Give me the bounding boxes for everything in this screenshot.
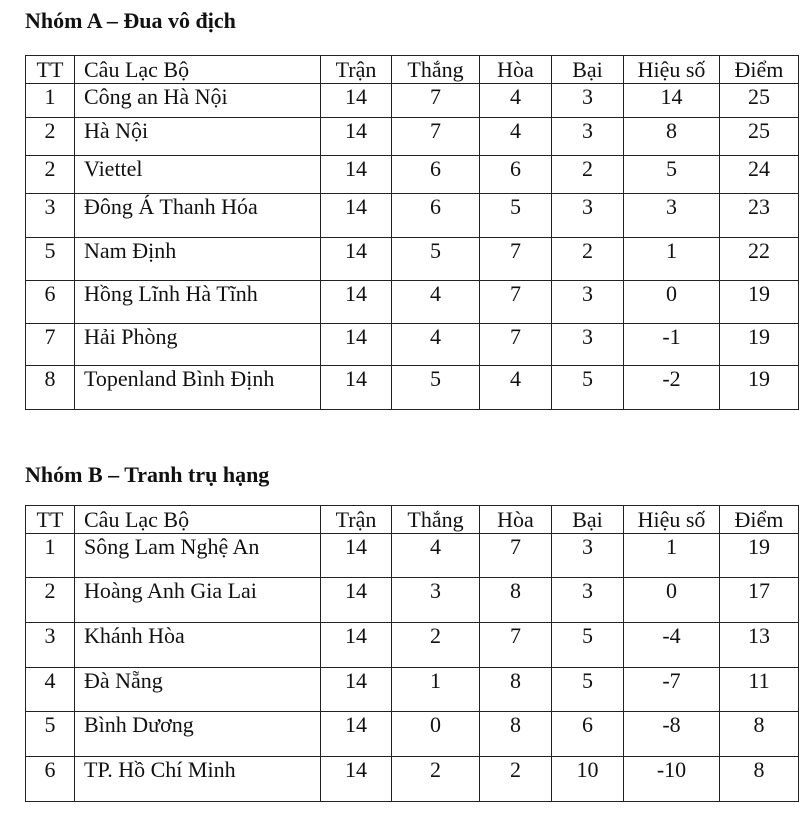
cell-played: 14 <box>321 578 392 623</box>
cell-lost: 3 <box>552 534 624 578</box>
group-a-table <box>25 55 799 410</box>
cell-goal-diff: -10 <box>624 757 720 802</box>
cell-tt: 4 <box>26 668 75 712</box>
table-row <box>26 712 799 757</box>
cell-played: 14 <box>321 238 392 281</box>
cell-club: Đà Nẵng <box>75 668 321 712</box>
cell-tt: 5 <box>26 712 75 757</box>
cell-tt: 2 <box>26 156 75 194</box>
cell-lost: 3 <box>552 578 624 623</box>
cell-played: 14 <box>321 84 392 118</box>
cell-goal-diff: -1 <box>624 324 720 366</box>
header-points: Điểm <box>720 56 799 84</box>
cell-won: 5 <box>392 366 480 410</box>
cell-lost: 2 <box>552 238 624 281</box>
cell-drawn: 5 <box>480 194 552 238</box>
header-drawn: Hòa <box>480 56 552 84</box>
cell-goal-diff: 5 <box>624 156 720 194</box>
cell-won: 4 <box>392 324 480 366</box>
cell-tt: 2 <box>26 118 75 156</box>
table-row <box>26 194 799 238</box>
cell-drawn: 7 <box>480 324 552 366</box>
cell-goal-diff: 0 <box>624 578 720 623</box>
cell-won: 4 <box>392 534 480 578</box>
cell-points: 8 <box>720 712 799 757</box>
cell-drawn: 8 <box>480 578 552 623</box>
cell-goal-diff: -7 <box>624 668 720 712</box>
table-row <box>26 578 799 623</box>
cell-tt: 3 <box>26 623 75 668</box>
cell-drawn: 2 <box>480 757 552 802</box>
cell-played: 14 <box>321 156 392 194</box>
cell-lost: 5 <box>552 623 624 668</box>
header-points: Điểm <box>720 506 799 534</box>
cell-drawn: 4 <box>480 118 552 156</box>
cell-won: 7 <box>392 118 480 156</box>
cell-goal-diff: 1 <box>624 238 720 281</box>
cell-points: 19 <box>720 534 799 578</box>
cell-goal-diff: 1 <box>624 534 720 578</box>
cell-played: 14 <box>321 757 392 802</box>
header-played: Trận <box>321 506 392 534</box>
cell-club: Nam Định <box>75 238 321 281</box>
cell-club: Sông Lam Nghệ An <box>75 534 321 578</box>
cell-played: 14 <box>321 534 392 578</box>
cell-lost: 6 <box>552 712 624 757</box>
cell-tt: 3 <box>26 194 75 238</box>
cell-points: 17 <box>720 578 799 623</box>
cell-points: 24 <box>720 156 799 194</box>
cell-tt: 8 <box>26 366 75 410</box>
cell-points: 13 <box>720 623 799 668</box>
cell-tt: 1 <box>26 84 75 118</box>
cell-lost: 3 <box>552 324 624 366</box>
table-row <box>26 623 799 668</box>
cell-points: 22 <box>720 238 799 281</box>
header-played: Trận <box>321 56 392 84</box>
cell-tt: 6 <box>26 281 75 324</box>
cell-drawn: 8 <box>480 668 552 712</box>
cell-lost: 3 <box>552 194 624 238</box>
header-goal-diff: Hiệu số <box>624 56 720 84</box>
table-row <box>26 534 799 578</box>
cell-goal-diff: 8 <box>624 118 720 156</box>
table-row <box>26 668 799 712</box>
cell-points: 19 <box>720 366 799 410</box>
cell-club: Hoàng Anh Gia Lai <box>75 578 321 623</box>
table-row <box>26 84 799 118</box>
group-b-title: Nhóm B – Tranh trụ hạng <box>25 462 270 487</box>
cell-goal-diff: -4 <box>624 623 720 668</box>
cell-played: 14 <box>321 194 392 238</box>
cell-lost: 5 <box>552 366 624 410</box>
cell-points: 25 <box>720 118 799 156</box>
cell-club: Công an Hà Nội <box>75 84 321 118</box>
group-b-table <box>25 505 799 802</box>
cell-drawn: 7 <box>480 534 552 578</box>
cell-lost: 5 <box>552 668 624 712</box>
cell-lost: 3 <box>552 281 624 324</box>
header-row <box>26 506 799 534</box>
cell-lost: 3 <box>552 84 624 118</box>
cell-won: 6 <box>392 156 480 194</box>
header-won: Thắng <box>392 56 480 84</box>
group-a-title: Nhóm A – Đua vô địch <box>25 8 236 33</box>
header-drawn: Hòa <box>480 506 552 534</box>
cell-club: Hồng Lĩnh Hà Tĩnh <box>75 281 321 324</box>
header-lost: Bại <box>552 506 624 534</box>
cell-played: 14 <box>321 712 392 757</box>
cell-points: 8 <box>720 757 799 802</box>
cell-club: Đông Á Thanh Hóa <box>75 194 321 238</box>
cell-lost: 3 <box>552 118 624 156</box>
cell-won: 1 <box>392 668 480 712</box>
cell-won: 7 <box>392 84 480 118</box>
cell-won: 4 <box>392 281 480 324</box>
header-row <box>26 56 799 84</box>
table-row <box>26 156 799 194</box>
header-goal-diff: Hiệu số <box>624 506 720 534</box>
cell-drawn: 7 <box>480 238 552 281</box>
cell-points: 19 <box>720 281 799 324</box>
cell-drawn: 8 <box>480 712 552 757</box>
cell-points: 19 <box>720 324 799 366</box>
cell-played: 14 <box>321 281 392 324</box>
cell-club: Topenland Bình Định <box>75 366 321 410</box>
cell-drawn: 4 <box>480 84 552 118</box>
table-row <box>26 281 799 324</box>
table-row <box>26 324 799 366</box>
table-row <box>26 757 799 802</box>
cell-lost: 10 <box>552 757 624 802</box>
header-club: Câu Lạc Bộ <box>75 56 321 84</box>
cell-tt: 5 <box>26 238 75 281</box>
cell-won: 6 <box>392 194 480 238</box>
header-won: Thắng <box>392 506 480 534</box>
header-tt: TT <box>26 506 75 534</box>
table-row <box>26 366 799 410</box>
cell-tt: 6 <box>26 757 75 802</box>
cell-goal-diff: 14 <box>624 84 720 118</box>
cell-played: 14 <box>321 324 392 366</box>
cell-club: Bình Dương <box>75 712 321 757</box>
cell-won: 2 <box>392 757 480 802</box>
header-tt: TT <box>26 56 75 84</box>
cell-points: 11 <box>720 668 799 712</box>
table-row <box>26 118 799 156</box>
cell-tt: 7 <box>26 324 75 366</box>
cell-club: TP. Hồ Chí Minh <box>75 757 321 802</box>
cell-won: 2 <box>392 623 480 668</box>
cell-played: 14 <box>321 623 392 668</box>
cell-club: Khánh Hòa <box>75 623 321 668</box>
cell-won: 3 <box>392 578 480 623</box>
cell-played: 14 <box>321 118 392 156</box>
header-club: Câu Lạc Bộ <box>75 506 321 534</box>
cell-drawn: 7 <box>480 281 552 324</box>
cell-played: 14 <box>321 668 392 712</box>
cell-club: Hà Nội <box>75 118 321 156</box>
cell-points: 23 <box>720 194 799 238</box>
cell-drawn: 4 <box>480 366 552 410</box>
cell-drawn: 6 <box>480 156 552 194</box>
cell-goal-diff: -2 <box>624 366 720 410</box>
cell-tt: 2 <box>26 578 75 623</box>
cell-tt: 1 <box>26 534 75 578</box>
cell-goal-diff: 3 <box>624 194 720 238</box>
cell-goal-diff: -8 <box>624 712 720 757</box>
cell-club: Hải Phòng <box>75 324 321 366</box>
cell-club: Viettel <box>75 156 321 194</box>
cell-goal-diff: 0 <box>624 281 720 324</box>
cell-drawn: 7 <box>480 623 552 668</box>
table-row <box>26 238 799 281</box>
cell-points: 25 <box>720 84 799 118</box>
cell-lost: 2 <box>552 156 624 194</box>
cell-won: 5 <box>392 238 480 281</box>
header-lost: Bại <box>552 56 624 84</box>
cell-played: 14 <box>321 366 392 410</box>
cell-won: 0 <box>392 712 480 757</box>
